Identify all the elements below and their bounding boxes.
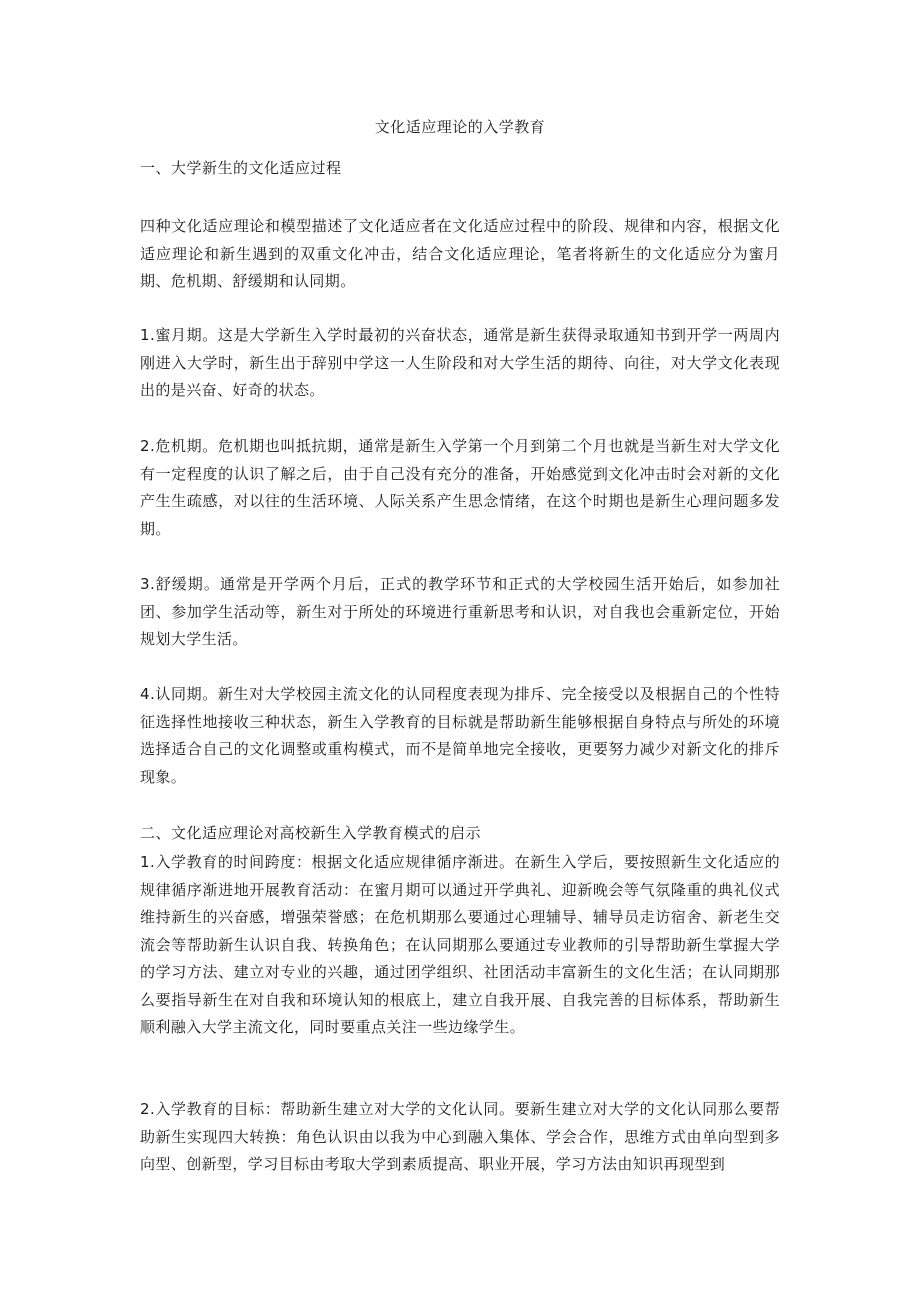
paragraph-honeymoon (140, 322, 780, 405)
item-text: 舒缓期。通常是开学两个月后，正式的教学环节和正式的大学校园生活开始后，如参加社团、参加学生活动等，新生对于所处的环境进行重新思考和认识，对自我也会重新定位，开始规划大学生活。 (140, 575, 780, 648)
paragraph-goal (140, 1096, 780, 1179)
section-1-heading: 一、大学新生的文化适应过程 (140, 159, 342, 177)
document-title: 文化适应理论的入学教育 (374, 118, 546, 136)
paragraph-time-span (140, 849, 780, 1042)
item-text: 危机期。危机期也叫抵抗期，通常是新生入学第一个月到第二个月也就是当新生对大学文化有一定程度的认识了解之后，由于自己没有充分的准备，开始感觉到文化冲击时会对新的文化产生生疏感，对以往的生活环境、人际关系产生思念情绪，在这个时期也是新生心理问题多发期。 (140, 437, 780, 538)
item-number: 2. (140, 437, 156, 455)
paragraph-relief (140, 571, 780, 654)
item-text: 蜜月期。这是大学新生入学时最初的兴奋状态，通常是新生获得录取通知书到开学一两周内刚进入大学时，新生出于辞别中学这一人生阶段和对大学生活的期待、向往，对大学文化表现出的是兴奋、好奇的状态。 (140, 326, 780, 399)
item-number: 3. (140, 575, 156, 593)
item-number: 4. (140, 685, 156, 703)
item-text: 入学教育的目标：帮助新生建立对大学的文化认同。要新生建立对大学的文化认同那么要帮助新生实现四大转换：角色认识由以我为中心到融入集体、学会合作，思维方式由单向型到多向型、创新型，学习目标由考取大学到素质提高、职业开展，学习方法由知识再现型到 (140, 1100, 780, 1173)
section-1-intro-paragraph: 四种文化适应理论和模型描述了文化适应者在文化适应过程中的阶段、规律和内容，根据文化适应理论和新生遇到的双重文化冲击，结合文化适应理论，笔者将新生的文化适应分为蜜月期、危机期、舒缓期和认同期。 (140, 217, 780, 290)
item-number: 2. (140, 1100, 156, 1118)
paragraph-identification (140, 681, 780, 791)
item-number: 1. (140, 853, 156, 871)
paragraph-crisis (140, 433, 780, 543)
item-text: 入学教育的时间跨度：根据文化适应规律循序渐进。在新生入学后，要按照新生文化适应的规律循序渐进地开展教育活动：在蜜月期可以通过开学典礼、迎新晚会等气氛隆重的典礼仪式维持新生的兴奋感，增强荣誉感；在危机期那么要通过心理辅导、辅导员走访宿舍、新老生交流会等帮助新生认识自我、转换角色；在认同期那么要通过专业教师的引导帮助新生掌握大学的学习方法、建立对专业的兴趣，通过团学组织、社团活动丰富新生的文化生活；在认同期那么要指导新生在对自我和环境认知的根底上，建立自我开展、自我完善的目标体系，帮助新生顺利融入大学主流文化，同时要重点关注一些边缘学生。 (140, 853, 780, 1036)
item-number: 1. (140, 326, 156, 344)
item-text: 认同期。新生对大学校园主流文化的认同程度表现为排斥、完全接受以及根据自己的个性特征选择性地接收三种状态，新生入学教育的目标就是帮助新生能够根据自身特点与所处的环境选择适合自己的文化调整或重构模式，而不是简单地完全接收，更要努力减少对新文化的排斥现象。 (140, 685, 780, 786)
section-2-heading: 二、文化适应理论对高校新生入学教育模式的启示 (140, 824, 482, 842)
